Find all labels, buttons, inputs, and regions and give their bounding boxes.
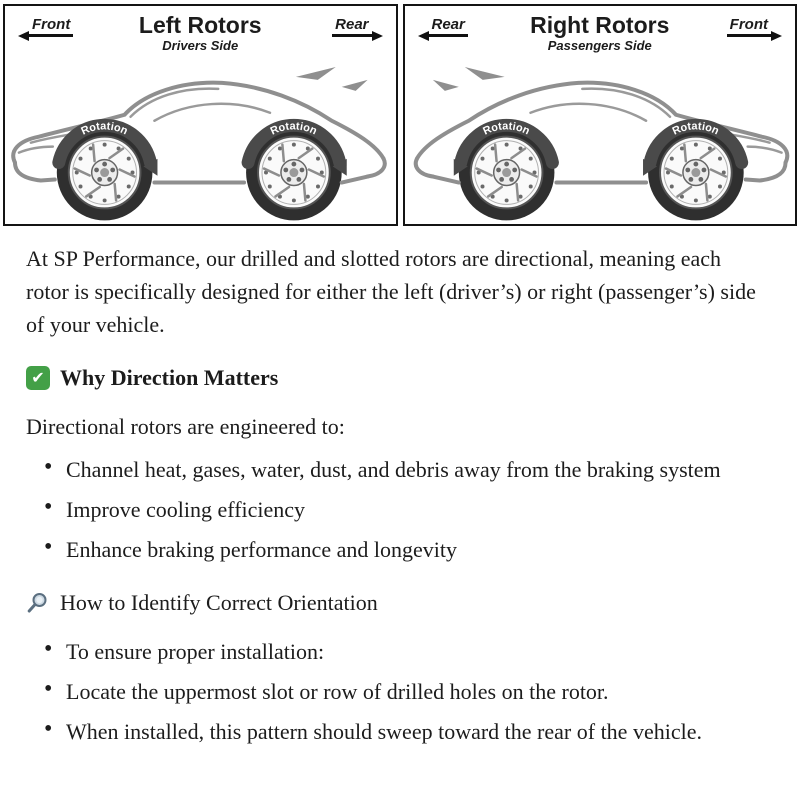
front-arrow-label: Front [727,16,771,37]
magnifier-icon [26,591,50,615]
why-direction-heading [26,361,772,394]
identify-heading [26,586,772,619]
article-body [0,228,800,781]
rear-arrow-label: Rear [429,16,468,37]
right-rotors-panel [403,4,798,226]
left-rotors-panel [3,4,398,226]
left-panel-title-block [139,13,262,55]
right-panel-header [405,6,796,55]
left-car-illustration [5,55,396,224]
check-icon: ✔ [26,366,50,390]
right-panel-subtitle: Passengers Side [547,38,652,54]
left-panel-subtitle: Drivers Side [162,38,239,54]
identify-bullet-list [26,635,772,748]
rotor-direction-diagram [0,0,800,228]
right-panel-title: Right Rotors [530,12,670,38]
why-direction-heading-text: Why Direction Matters [60,365,279,391]
list-item: • Locate the uppermost slot or row of drilled holes on the rotor. [66,675,766,708]
right-panel-title-block [530,13,669,55]
identify-heading-text: How to Identify Correct Orientation [60,590,378,616]
engineered-lead: Directional rotors are engineered to: [26,414,345,440]
intro-paragraph: At SP Performance, our drilled and slotted rotors are directional, meaning each rotor is specifically designed for either the left (driver’s) or right (passenger’s) side of your vehicle. [26,246,756,338]
left-panel-title: Left Rotors [138,12,262,38]
left-panel-header [5,6,396,55]
front-arrow-label: Front [29,16,73,37]
list-item: • Enhance braking performance and longevity [66,533,766,566]
rear-arrow-label: Rear [332,16,371,37]
right-car-illustration [405,55,796,224]
list-item: • To ensure proper installation: [66,635,766,668]
list-item: • Channel heat, gases, water, dust, and debris away from the braking system [66,453,766,486]
list-item: • Improve cooling efficiency [66,493,766,526]
list-item: • When installed, this pattern should sweep toward the rear of the vehicle. [66,715,766,748]
why-bullet-list [26,453,772,566]
